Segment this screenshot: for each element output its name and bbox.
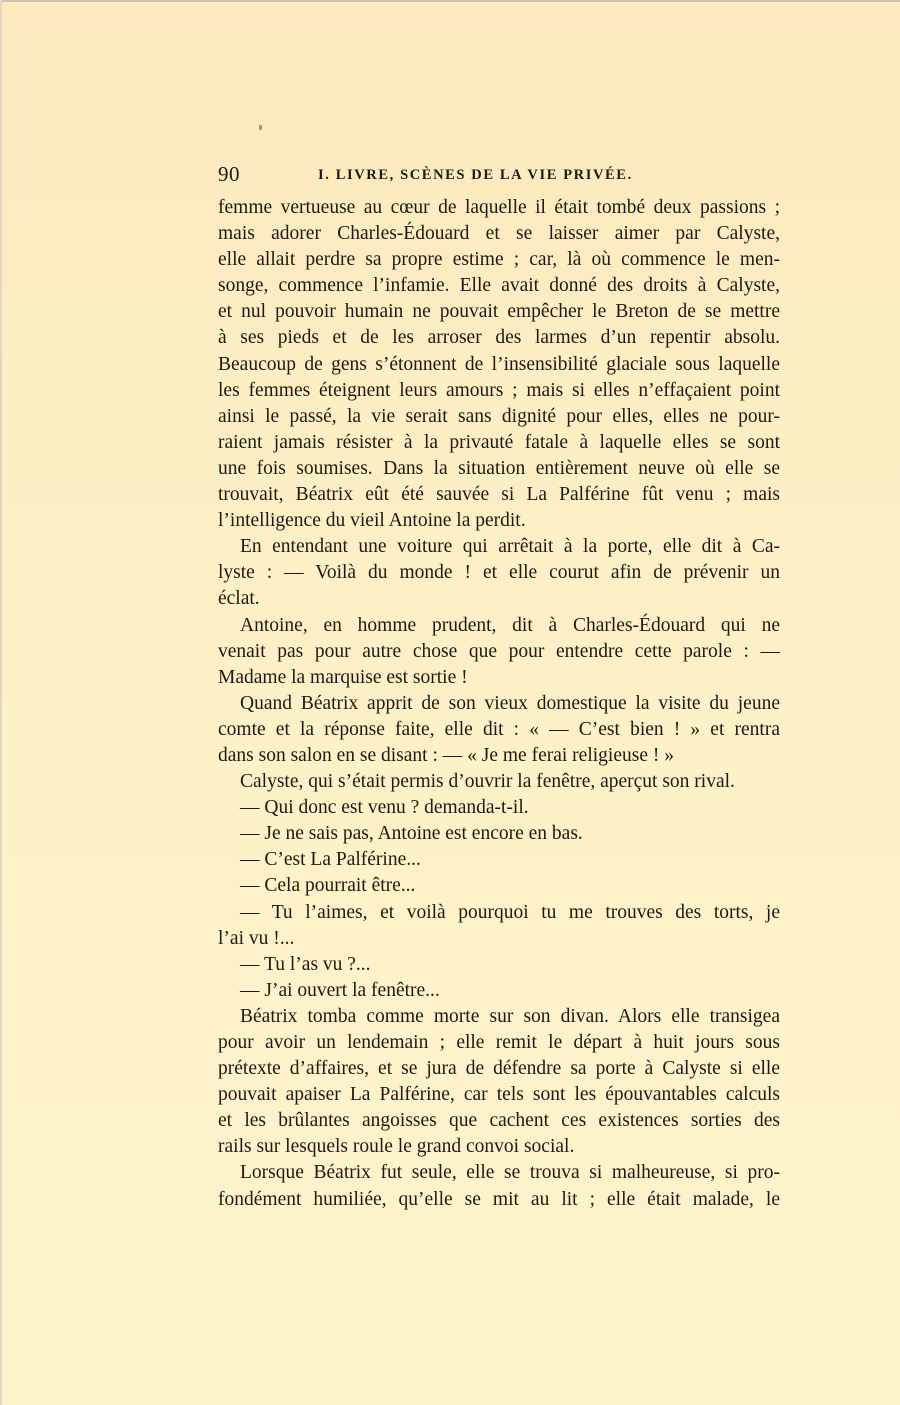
text-line: à ses pieds et de les arroser des larmes d’un repentir absolu.	[218, 327, 780, 349]
paragraph-first-line: Antoine, en homme prudent, dit à Charles-Édouard qui ne	[240, 614, 780, 636]
running-head: I. LIVRE, SCÈNES DE LA VIE PRIVÉE.	[318, 167, 633, 183]
text-line: comte et la réponse faite, elle dit : « — C’est bien ! » et rentra	[218, 718, 780, 740]
text-line: les femmes éteignent leurs amours ; mais si elles n’effaçaient point	[218, 379, 780, 401]
page-number: 90	[218, 162, 240, 186]
text-line: éclat.	[218, 588, 260, 610]
text-line: songe, commence l’infamie. Elle avait donné des droits à Calyste,	[218, 275, 780, 297]
paragraph-first-line: — Tu l’as vu ?...	[240, 953, 371, 975]
text-line: elle allait perdre sa propre estime ; car, là où commence le men-	[218, 249, 780, 271]
text-line: femme vertueuse au cœur de laquelle il était tombé deux passions ;	[218, 197, 780, 218]
paragraph-first-line: En entendant une voiture qui arrêtait à la porte, elle dit à Ca-	[240, 536, 780, 558]
body-text	[218, 195, 780, 1213]
paragraph-first-line: — C’est La Palférine...	[240, 849, 421, 871]
text-line: l’intelligence du vieil Antoine la perdit.	[218, 510, 526, 532]
text-line: pouvait apaiser La Palférine, car tels sont les épouvantables calculs	[218, 1084, 780, 1106]
paragraph-first-line: — J’ai ouvert la fenêtre...	[240, 979, 440, 1001]
paragraph-first-line: — Tu l’aimes, et voilà pourquoi tu me trouves des torts, je	[240, 901, 780, 923]
paragraph-first-line: Béatrix tomba comme morte sur son divan. Alors elle transigea	[240, 1005, 780, 1027]
text-line: et les brûlantes angoisses que cachent ces existences sorties des	[218, 1110, 780, 1132]
paper-speck	[259, 125, 262, 130]
text-line: rails sur lesquels roule le grand convoi social.	[218, 1136, 575, 1158]
paragraph-first-line: — Je ne sais pas, Antoine est encore en bas.	[240, 823, 583, 845]
text-line: Madame la marquise est sortie !	[218, 666, 468, 688]
text-line: raient jamais résister à la privauté fatale à laquelle elles se sont	[218, 431, 780, 453]
text-line: trouvait, Béatrix eût été sauvée si La Palférine fût venu ; mais	[218, 484, 780, 506]
text-line: lyste : — Voilà du monde ! et elle courut afin de prévenir un	[218, 562, 780, 584]
text-line: mais adorer Charles-Édouard et se laisser aimer par Calyste,	[218, 223, 780, 245]
text-line: et nul pouvoir humain ne pouvait empêcher le Breton de se mettre	[218, 301, 780, 323]
page-header	[218, 162, 780, 186]
paragraph-first-line: — Qui donc est venu ? demanda-t-il.	[240, 797, 529, 819]
text-line: dans son salon en se disant : — « Je me ferai religieuse ! »	[218, 744, 674, 766]
text-line: l’ai vu !...	[218, 927, 295, 949]
paragraph-first-line: Lorsque Béatrix fut seule, elle se trouva si malheureuse, si pro-	[240, 1162, 780, 1184]
text-line: prétexte d’affaires, et se jura de défendre sa porte à Calyste si elle	[218, 1058, 780, 1080]
paragraph-first-line: Quand Béatrix apprit de son vieux domestique la visite du jeune	[240, 692, 780, 714]
paragraph-first-line: — Cela pourrait être...	[240, 875, 416, 897]
page-edge-left	[0, 0, 2, 1405]
text-line: pour avoir un lendemain ; elle remit le départ à huit jours sous	[218, 1032, 780, 1053]
text-line: venait pas pour autre chose que pour entendre cette parole : —	[218, 640, 780, 662]
text-line: ainsi le passé, la vie serait sans dignité pour elles, elles ne pour-	[218, 405, 780, 427]
text-line: fondément humiliée, qu’elle se mit au lit ; elle était malade, le	[218, 1188, 780, 1210]
paragraph-first-line: Calyste, qui s’était permis d’ouvrir la fenêtre, aperçut son rival.	[240, 771, 735, 793]
text-line: Beaucoup de gens s’étonnent de l’insensibilité glaciale sous laquelle	[218, 353, 780, 375]
page-edge-top	[0, 0, 900, 2]
text-line: une fois soumises. Dans la situation entièrement neuve où elle se	[218, 457, 780, 479]
